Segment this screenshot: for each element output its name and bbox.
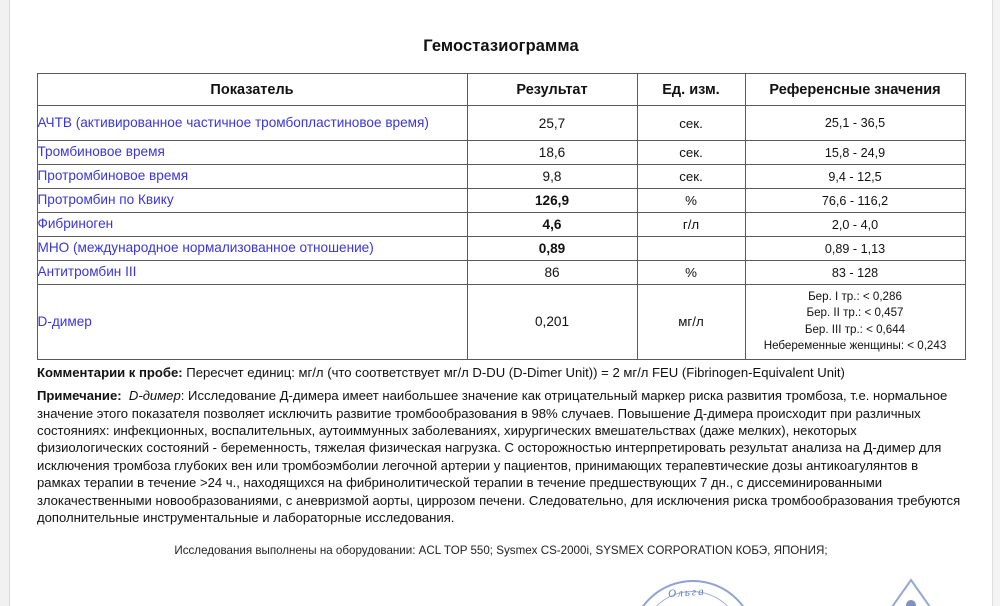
table-row xyxy=(37,141,965,165)
cell-result: 86 xyxy=(467,261,637,285)
notes-section xyxy=(37,360,965,527)
cell-parameter: Протромбиновое время xyxy=(37,165,467,189)
sample-comments xyxy=(37,364,965,381)
table-row xyxy=(37,106,965,141)
note-paragraph xyxy=(37,387,965,526)
cell-unit: % xyxy=(637,189,745,213)
cell-result: 18,6 xyxy=(467,141,637,165)
cell-reference: 76,6 - 116,2 xyxy=(745,189,965,213)
note-subject: D-димер xyxy=(128,388,181,404)
stamp-name-text: Ольга xyxy=(667,585,707,601)
reference-line: Бер. I тр.: < 0,286 xyxy=(808,290,902,303)
column-header-reference: Референсные значения xyxy=(745,74,965,106)
column-header-result: Результат xyxy=(467,74,637,106)
cell-reference xyxy=(745,285,965,360)
scan-edge-right xyxy=(992,0,1000,606)
scan-edge-left xyxy=(0,0,10,606)
cell-unit: сек. xyxy=(637,141,745,165)
cell-unit: сек. xyxy=(637,106,745,141)
cell-result: 0,89 xyxy=(467,237,637,261)
cell-parameter: Тромбиновое время xyxy=(37,141,467,165)
sample-comments-text: Пересчет единиц: мг/л (что соответствует мг/л D-DU (D-Dimer Unit)) = 2 мг/л FEU (Fibrinogen-Equivalent Unit) xyxy=(186,364,845,380)
cell-result: 9,8 xyxy=(467,165,637,189)
cell-unit: % xyxy=(637,261,745,285)
table-row xyxy=(37,261,965,285)
table-row xyxy=(37,165,965,189)
cell-reference: 0,89 - 1,13 xyxy=(745,237,965,261)
reference-line: Бер. II тр.: < 0,457 xyxy=(806,306,904,320)
cell-parameter: Протромбин по Квику xyxy=(37,189,467,213)
cell-result: 126,9 xyxy=(467,189,637,213)
reference-line: Бер. III тр.: < 0,644 xyxy=(804,322,906,336)
column-header-unit: Ед. изм. xyxy=(637,74,745,106)
cell-reference: 25,1 - 36,5 xyxy=(745,106,965,141)
table-row xyxy=(37,213,965,237)
document-content xyxy=(10,0,992,606)
cell-reference: 2,0 - 4,0 xyxy=(745,213,965,237)
equipment-footer: Исследования выполнены на оборудовании: ACL TOP 550; Sysmex CS-2000i, SYSMEX CORPORATION КОБЭ, ЯПОНИЯ; xyxy=(174,544,828,558)
cell-unit: мг/л xyxy=(637,285,745,360)
cell-parameter: Антитромбин III xyxy=(37,261,467,285)
cell-reference: 15,8 - 24,9 xyxy=(745,141,965,165)
cell-parameter: Фибриноген xyxy=(37,213,467,237)
cell-parameter: АЧТВ (активированное частичное тромбопластиновое время) xyxy=(37,106,467,141)
page-title: Гемостазиограмма xyxy=(423,37,579,55)
cell-result: 25,7 xyxy=(467,106,637,141)
cell-unit: сек. xyxy=(637,165,745,189)
cell-reference: 83 - 128 xyxy=(745,261,965,285)
column-header-parameter: Показатель xyxy=(37,74,467,106)
cell-result: 0,201 xyxy=(467,285,637,360)
sample-comments-label: Комментарии к пробе: xyxy=(37,364,183,380)
cell-parameter: МНО (международное нормализованное отношение) xyxy=(37,237,467,261)
table-row xyxy=(37,285,965,360)
note-label: Примечание: xyxy=(37,388,122,404)
table-header-row xyxy=(37,74,965,106)
cell-unit: г/л xyxy=(637,213,745,237)
cell-reference: 9,4 - 12,5 xyxy=(745,165,965,189)
cell-result: 4,6 xyxy=(467,213,637,237)
table-row xyxy=(37,237,965,261)
cell-parameter: D-димер xyxy=(37,285,467,360)
hemostasiogram-table xyxy=(37,73,966,360)
cell-unit xyxy=(637,237,745,261)
reference-line: Небеременные женщины: < 0,243 xyxy=(763,339,947,353)
note-text: : Исследование Д-димера имеет наибольшее значение как отрицательный маркер риска развития тромбоза, т.е. нормальное значение этого показателя позволяет исключить развитие тромбообразования в 98% случаев. Повышение Д-димера происходит при различных состояниях: инфекционных, воспалительных, аутоиммунных заболеваниях, хирургических вмешательствах (даже мелких), некоторых физиологических состояний - беременность, тяжелая физическая нагрузка. С осторожностью интерпретировать результат анализа на Д-димер для исключения тромбоза глубоких вен или тромбоэмболии легочной артерии у пациентов, принимающих терапевтические дозы антикоагулянтов в рамках терапии в течение >24 ч., находящихся на фибринолитической терапии в течение предшествующих 7 дн., с диссеминированными злокачественными новообразованиями, с аневризмой аорты, циррозом печени. Следовательно, для исключения риска тромбообразования требуются дополнительные инструментальные и лабораторные исследования. xyxy=(37,388,961,526)
table-row xyxy=(37,189,965,213)
